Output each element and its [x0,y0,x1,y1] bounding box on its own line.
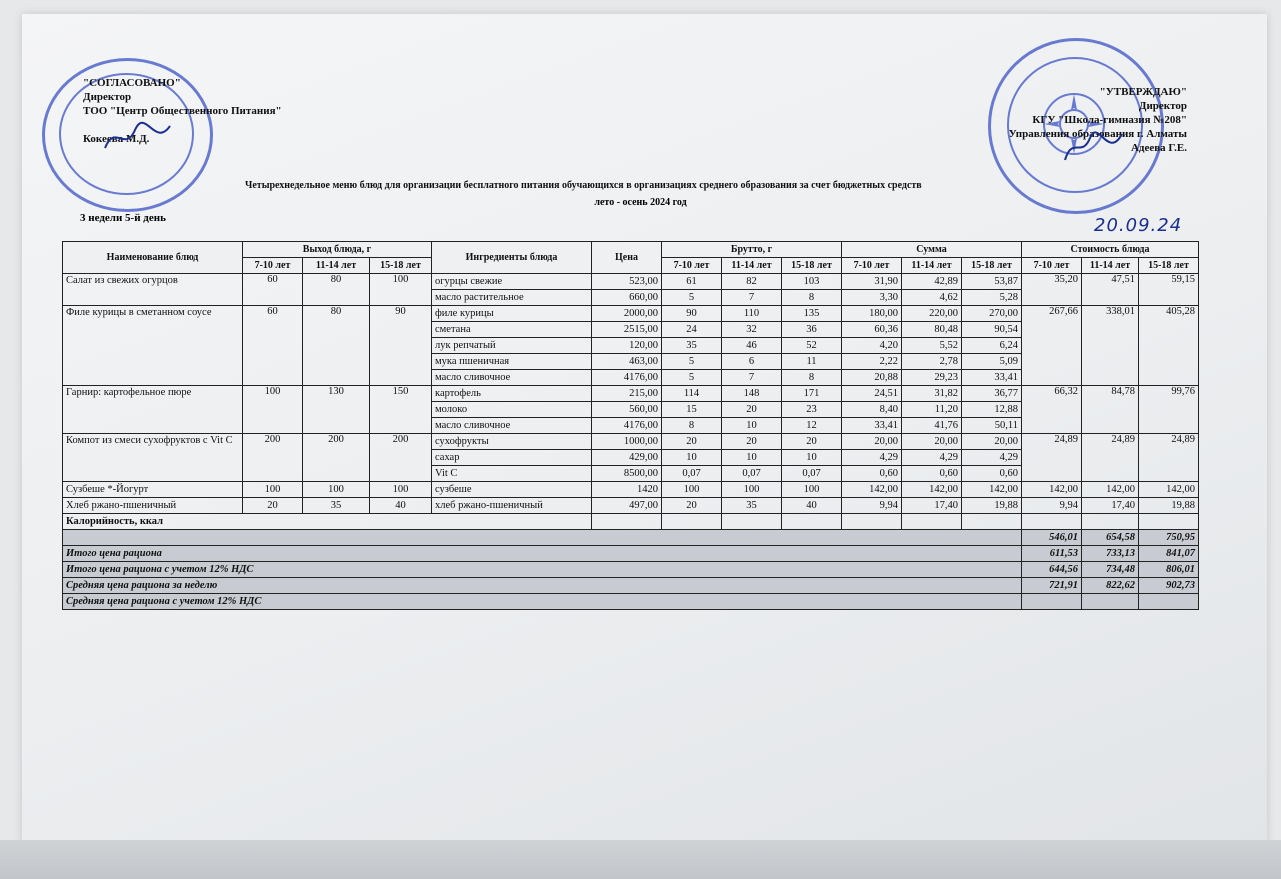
empty-cell [592,514,662,530]
sum-cell: 9,94 [842,498,902,514]
sum-cell: 2,22 [842,354,902,370]
gross-cell: 12 [782,418,842,434]
gross-cell: 20 [782,434,842,450]
sum-cell: 11,20 [902,402,962,418]
total-value: 733,13 [1082,546,1139,562]
yield-cell: 100 [303,482,370,498]
approved-title: "УТВЕРЖДАЮ" [1099,86,1187,98]
total-value: 750,95 [1139,530,1199,546]
cost-cell: 66,32 [1022,386,1082,434]
total-value: 644,56 [1022,562,1082,578]
empty-cell [782,514,842,530]
header-age: 7-10 лет [662,258,722,274]
gross-cell: 5 [662,370,722,386]
gross-cell: 32 [722,322,782,338]
table-row [63,274,1199,290]
yield-cell: 100 [370,274,432,306]
gross-cell: 15 [662,402,722,418]
handwritten-date: 20.09.24 [1094,215,1183,236]
gross-cell: 103 [782,274,842,290]
document-title: Четырехнедельное меню блюд для организации бесплатного питания обучающихся в организациях среднего образования за счет бюджетных средств [245,180,922,191]
total-value [1082,594,1139,610]
approved-name: Адеева Г.Е. [1130,142,1187,154]
gross-cell: 148 [722,386,782,402]
price-cell: 4176,00 [592,418,662,434]
sum-cell: 5,09 [962,354,1022,370]
sum-cell: 20,00 [962,434,1022,450]
sum-cell: 36,77 [962,386,1022,402]
sum-cell: 19,88 [962,498,1022,514]
total-row [63,594,1199,610]
gross-cell: 10 [722,450,782,466]
desk-background [0,840,1281,879]
cost-cell: 17,40 [1082,498,1139,514]
empty-cell [902,514,962,530]
sum-cell: 33,41 [842,418,902,434]
price-cell: 2000,00 [592,306,662,322]
total-label: Средняя цена рациона за неделю [63,578,1022,594]
cost-cell: 99,76 [1139,386,1199,434]
sum-cell: 0,60 [842,466,902,482]
gross-cell: 8 [662,418,722,434]
yield-cell: 200 [370,434,432,482]
gross-cell: 7 [722,290,782,306]
gross-cell: 114 [662,386,722,402]
total-value: 734,48 [1082,562,1139,578]
price-cell: 120,00 [592,338,662,354]
signature-right-icon [1060,128,1130,168]
price-cell: 429,00 [592,450,662,466]
sum-cell: 31,90 [842,274,902,290]
gross-cell: 11 [782,354,842,370]
gross-cell: 8 [782,370,842,386]
cost-cell: 267,66 [1022,306,1082,386]
total-value: 841,07 [1139,546,1199,562]
sum-cell: 80,48 [902,322,962,338]
total-row [63,530,1199,546]
gross-cell: 20 [662,498,722,514]
agreed-name: Кокеева М.Д. [83,133,150,145]
ingredient-cell: огурцы свежие [432,274,592,290]
sum-cell: 90,54 [962,322,1022,338]
agreed-organization: ТОО "Центр Общественного Питания" [83,105,282,117]
sum-cell: 50,11 [962,418,1022,434]
total-value [1022,594,1082,610]
total-row [63,578,1199,594]
ingredient-cell: мука пшеничная [432,354,592,370]
empty-cell [722,514,782,530]
gross-cell: 100 [662,482,722,498]
gross-cell: 20 [662,434,722,450]
total-row [63,546,1199,562]
price-cell: 660,00 [592,290,662,306]
header-age: 15-18 лет [782,258,842,274]
sum-cell: 142,00 [842,482,902,498]
total-value: 654,58 [1082,530,1139,546]
gross-cell: 0,07 [782,466,842,482]
signature-left-icon [100,118,180,158]
yield-cell: 100 [243,386,303,434]
yield-cell: 20 [243,498,303,514]
header-age: 15-18 лет [962,258,1022,274]
empty-cell [1022,514,1082,530]
gross-cell: 135 [782,306,842,322]
header-age: 11-14 лет [1082,258,1139,274]
cost-cell: 59,15 [1139,274,1199,306]
sum-cell: 5,52 [902,338,962,354]
approved-department: Управления образования г. Алматы [1008,128,1187,140]
price-cell: 560,00 [592,402,662,418]
gross-cell: 52 [782,338,842,354]
sum-cell: 42,89 [902,274,962,290]
gross-cell: 24 [662,322,722,338]
yield-cell: 150 [370,386,432,434]
cost-cell: 142,00 [1022,482,1082,498]
agreed-title: "СОГЛАСОВАНО" [83,77,181,89]
table-row [63,498,1199,514]
yield-cell: 80 [303,274,370,306]
cost-cell: 84,78 [1082,386,1139,434]
sum-cell: 4,20 [842,338,902,354]
empty-cell [1139,514,1199,530]
dish-name: Компот из смеси сухофруктов с Vit C [63,434,243,482]
sum-cell: 12,88 [962,402,1022,418]
calories-row [63,514,1199,530]
sum-cell: 270,00 [962,306,1022,322]
sum-cell: 41,76 [902,418,962,434]
sum-cell: 0,60 [962,466,1022,482]
gross-cell: 7 [722,370,782,386]
sum-cell: 4,62 [902,290,962,306]
total-label: Итого цена рациона с учетом 12% НДС [63,562,1022,578]
yield-cell: 100 [370,482,432,498]
sum-cell: 220,00 [902,306,962,322]
ingredient-cell: масло сливочное [432,370,592,386]
gross-cell: 171 [782,386,842,402]
ingredient-cell: масло растительное [432,290,592,306]
gross-cell: 8 [782,290,842,306]
header-age: 11-14 лет [722,258,782,274]
sum-cell: 20,00 [842,434,902,450]
dish-name: Гарнир: картофельное пюре [63,386,243,434]
price-cell: 8500,00 [592,466,662,482]
cost-cell: 405,28 [1139,306,1199,386]
sum-cell: 4,29 [902,450,962,466]
price-cell: 1420 [592,482,662,498]
dish-name: Сузбеше *-Йогурт [63,482,243,498]
header-row-1 [63,242,1199,258]
gross-cell: 23 [782,402,842,418]
header-gross: Брутто, г [662,242,842,258]
header-age: 7-10 лет [1022,258,1082,274]
sum-cell: 180,00 [842,306,902,322]
yield-cell: 90 [370,306,432,386]
gross-cell: 46 [722,338,782,354]
sum-cell: 6,24 [962,338,1022,354]
table-row [63,434,1199,450]
gross-cell: 20 [722,434,782,450]
price-cell: 4176,00 [592,370,662,386]
table-row [63,386,1199,402]
sum-cell: 142,00 [902,482,962,498]
week-day-label: 3 недели 5-й день [80,212,166,224]
total-value: 806,01 [1139,562,1199,578]
price-cell: 2515,00 [592,322,662,338]
ingredient-cell: сузбеше [432,482,592,498]
gross-cell: 61 [662,274,722,290]
total-value: 611,53 [1022,546,1082,562]
dish-name: Салат из свежих огурцов [63,274,243,306]
sum-cell: 31,82 [902,386,962,402]
header-yield: Выход блюда, г [243,242,432,258]
total-label: Итого цена рациона [63,546,1022,562]
sum-cell: 4,29 [962,450,1022,466]
yield-cell: 35 [303,498,370,514]
header-cost: Стоимость блюда [1022,242,1199,258]
header-dish: Наименование блюд [63,242,243,274]
ingredient-cell: сахар [432,450,592,466]
sum-cell: 53,87 [962,274,1022,290]
cost-cell: 142,00 [1139,482,1199,498]
gross-cell: 35 [722,498,782,514]
empty-cell [1082,514,1139,530]
approved-organization: КГУ "Школа-гимназия №208" [1032,114,1187,126]
yield-cell: 40 [370,498,432,514]
empty-cell [662,514,722,530]
total-value: 721,91 [1022,578,1082,594]
ingredient-cell: масло сливочное [432,418,592,434]
approved-position: Директор [1138,100,1187,112]
sum-cell: 24,51 [842,386,902,402]
gross-cell: 82 [722,274,782,290]
sum-cell: 5,28 [962,290,1022,306]
cost-cell: 142,00 [1082,482,1139,498]
ingredient-cell: сметана [432,322,592,338]
menu-table [62,241,1199,610]
gross-cell: 10 [662,450,722,466]
ingredient-cell: филе курицы [432,306,592,322]
sum-cell: 0,60 [902,466,962,482]
cost-cell: 24,89 [1082,434,1139,482]
gross-cell: 5 [662,354,722,370]
total-value: 902,73 [1139,578,1199,594]
header-price: Цена [592,242,662,274]
sum-cell: 29,23 [902,370,962,386]
header-age: 7-10 лет [243,258,303,274]
document-subtitle: лето - осень 2024 год [594,197,687,208]
total-label [63,530,1022,546]
price-cell: 463,00 [592,354,662,370]
yield-cell: 60 [243,306,303,386]
yield-cell: 130 [303,386,370,434]
sum-cell: 2,78 [902,354,962,370]
sum-cell: 20,00 [902,434,962,450]
ingredient-cell: лук репчатый [432,338,592,354]
sum-cell: 17,40 [902,498,962,514]
cost-cell: 24,89 [1139,434,1199,482]
cost-cell: 19,88 [1139,498,1199,514]
ingredient-cell: хлеб ржано-пшеничный [432,498,592,514]
yield-cell: 60 [243,274,303,306]
gross-cell: 10 [722,418,782,434]
agreed-position: Директор [83,91,132,103]
gross-cell: 0,07 [662,466,722,482]
gross-cell: 20 [722,402,782,418]
table-row [63,306,1199,322]
gross-cell: 40 [782,498,842,514]
header-age: 15-18 лет [370,258,432,274]
sum-cell: 20,88 [842,370,902,386]
cost-cell: 9,94 [1022,498,1082,514]
ingredient-cell: молоко [432,402,592,418]
price-cell: 497,00 [592,498,662,514]
header-ingredients: Ингредиенты блюда [432,242,592,274]
total-value [1139,594,1199,610]
header-age: 15-18 лет [1139,258,1199,274]
sum-cell: 3,30 [842,290,902,306]
table-row [63,482,1199,498]
gross-cell: 5 [662,290,722,306]
sum-cell: 8,40 [842,402,902,418]
total-value: 822,62 [1082,578,1139,594]
price-cell: 523,00 [592,274,662,290]
total-value: 546,01 [1022,530,1082,546]
gross-cell: 100 [782,482,842,498]
cost-cell: 35,20 [1022,274,1082,306]
gross-cell: 6 [722,354,782,370]
ingredient-cell: Vit C [432,466,592,482]
empty-cell [962,514,1022,530]
header-age: 7-10 лет [842,258,902,274]
total-label: Средняя цена рациона с учетом 12% НДС [63,594,1022,610]
dish-name: Хлеб ржано-пшеничный [63,498,243,514]
cost-cell: 338,01 [1082,306,1139,386]
dish-name: Филе курицы в сметанном соусе [63,306,243,386]
header-age: 11-14 лет [902,258,962,274]
yield-cell: 100 [243,482,303,498]
ingredient-cell: картофель [432,386,592,402]
gross-cell: 35 [662,338,722,354]
calories-label: Калорийность, ккал [63,514,592,530]
cost-cell: 47,51 [1082,274,1139,306]
total-row [63,562,1199,578]
gross-cell: 90 [662,306,722,322]
price-cell: 215,00 [592,386,662,402]
gross-cell: 10 [782,450,842,466]
sum-cell: 142,00 [962,482,1022,498]
sum-cell: 4,29 [842,450,902,466]
header-sum: Сумма [842,242,1022,258]
yield-cell: 80 [303,306,370,386]
gross-cell: 36 [782,322,842,338]
empty-cell [842,514,902,530]
gross-cell: 100 [722,482,782,498]
price-cell: 1000,00 [592,434,662,450]
header-age: 11-14 лет [303,258,370,274]
sum-cell: 33,41 [962,370,1022,386]
ingredient-cell: сухофрукты [432,434,592,450]
yield-cell: 200 [303,434,370,482]
gross-cell: 0,07 [722,466,782,482]
cost-cell: 24,89 [1022,434,1082,482]
sum-cell: 60,36 [842,322,902,338]
gross-cell: 110 [722,306,782,322]
yield-cell: 200 [243,434,303,482]
